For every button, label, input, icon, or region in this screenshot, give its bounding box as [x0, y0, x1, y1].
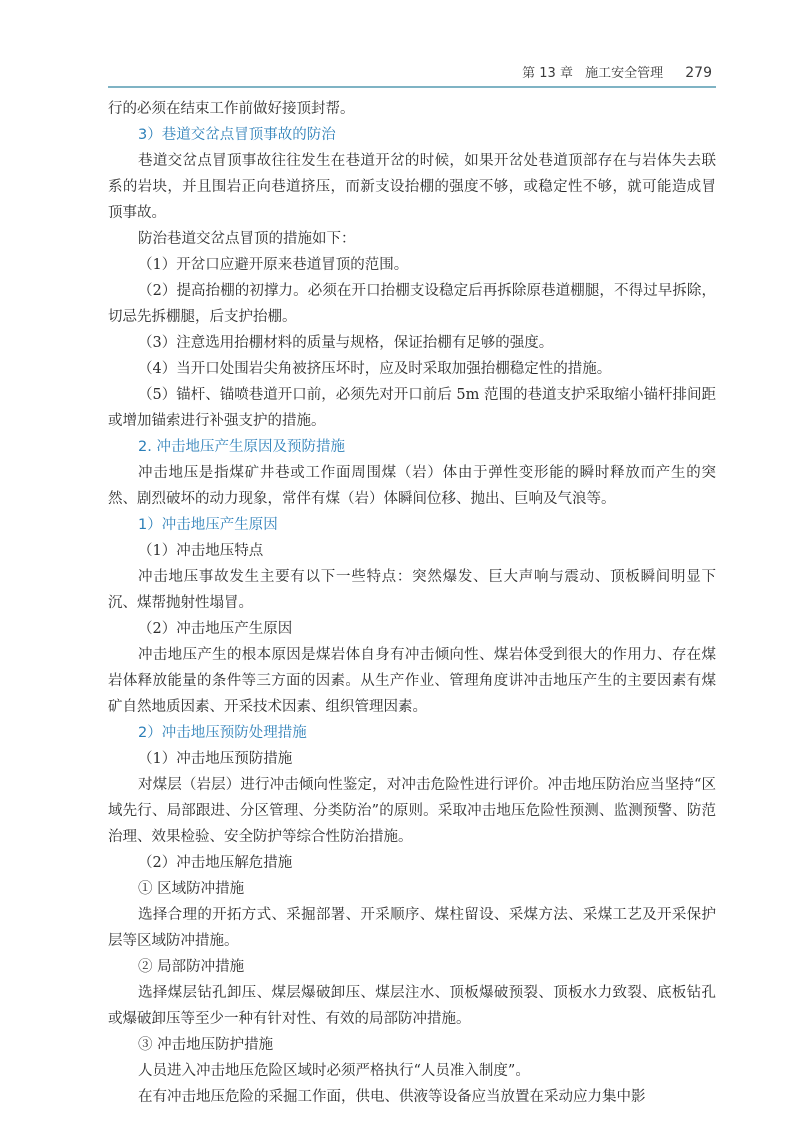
chapter-label: 第 13 章 [522, 66, 573, 81]
running-header [0, 62, 712, 84]
paragraph: 对煤层（岩层）进行冲击倾向性鉴定，对冲击危险性进行评价。冲击地压防治应当坚持“区域先行、局部跟进、分区管理、分类防治”的原则。采取冲击地压危险性预测、监测预警、防范治理、效果检验、安全防护等综合性防治措施。 [108, 777, 716, 845]
section-heading-2: 2. 冲击地压产生原因及预防措施 [138, 439, 345, 455]
paragraph: 选择煤层钻孔卸压、煤层爆破卸压、煤层注水、顶板爆破预裂、顶板水力致裂、底板钻孔或爆破卸压等至少一种有针对性、有效的局部防冲措施。 [108, 985, 716, 1027]
list-item: （5）锚杆、锚喷巷道开口前，必须先对开口前后 5m 范围的巷道支护采取缩小锚杆排间距或增加锚索进行补强支护的措施。 [108, 387, 716, 429]
list-item: （4）当开口处围岩尖角被挤压坏时，应及时采取加强抬棚稳定性的措施。 [138, 361, 612, 377]
paragraph: 冲击地压事故发生主要有以下一些特点：突然爆发、巨大声响与震动、顶板瞬间明显下沉、煤帮抛射性塌冒。 [108, 569, 716, 611]
subheading: （1）冲击地压预防措施 [138, 751, 293, 767]
subheading: （1）冲击地压特点 [138, 543, 264, 559]
paragraph: 冲击地压产生的根本原因是煤岩体自身有冲击倾向性、煤岩体受到很大的作用力、存在煤岩体释放能量的条件等三方面的因素。从生产作业、管理角度讲冲击地压产生的主要因素有煤矿自然地质因素、开采技术因素、组织管理因素。 [108, 647, 716, 715]
paragraph: 选择合理的开拓方式、采掘部署、开采顺序、煤柱留设、采煤方法、采煤工艺及开采保护层等区域防冲措施。 [108, 907, 716, 949]
paragraph: 冲击地压是指煤矿井巷或工作面周围煤（岩）体由于弹性变形能的瞬时释放而产生的突然、剧烈破坏的动力现象，常伴有煤（岩）体瞬间位移、抛出、巨响及气浪等。 [108, 465, 716, 507]
subheading: ① 区域防冲措施 [138, 881, 245, 897]
list-item: （3）注意选用抬棚材料的质量与规格，保证抬棚有足够的强度。 [138, 335, 554, 351]
body-text [108, 96, 716, 1110]
section-heading-2: 2）冲击地压预防处理措施 [138, 725, 307, 741]
paragraph-continuation: 行的必须在结束工作前做好接顶封帮。 [108, 101, 355, 117]
subheading: ③ 冲击地压防护措施 [138, 1037, 274, 1053]
list-item: （1）开岔口应避开原来巷道冒顶的范围。 [138, 257, 409, 273]
paragraph: 防治巷道交岔点冒顶的措施如下： [138, 231, 356, 247]
section-heading-1: 1）冲击地压产生原因 [138, 517, 278, 533]
page-number: 279 [685, 65, 712, 81]
paragraph: 人员进入冲击地压危险区域时必须严格执行“人员准入制度”。 [138, 1063, 530, 1079]
paragraph: 巷道交岔点冒顶事故往往发生在巷道开岔的时候，如果开岔处巷道顶部存在与岩体失去联系的岩块，并且围岩正向巷道挤压，而新支设抬棚的强度不够，或稳定性不够，就可能造成冒顶事故。 [108, 153, 716, 221]
subheading: ② 局部防冲措施 [138, 959, 245, 975]
section-heading-3: 3）巷道交岔点冒顶事故的防治 [138, 127, 336, 143]
subheading: （2）冲击地压解危措施 [138, 855, 293, 871]
chapter-title: 施工安全管理 [585, 66, 664, 81]
paragraph-continues: 在有冲击地压危险的采掘工作面，供电、供液等设备应当放置在采动应力集中影 [138, 1089, 646, 1105]
header-rule [108, 86, 716, 88]
subheading: （2）冲击地压产生原因 [138, 621, 293, 637]
list-item: （2）提高抬棚的初撑力。必须在开口抬棚支设稳定后再拆除原巷道棚腿，不得过早拆除，切忌先拆棚腿，后支护抬棚。 [108, 283, 716, 325]
